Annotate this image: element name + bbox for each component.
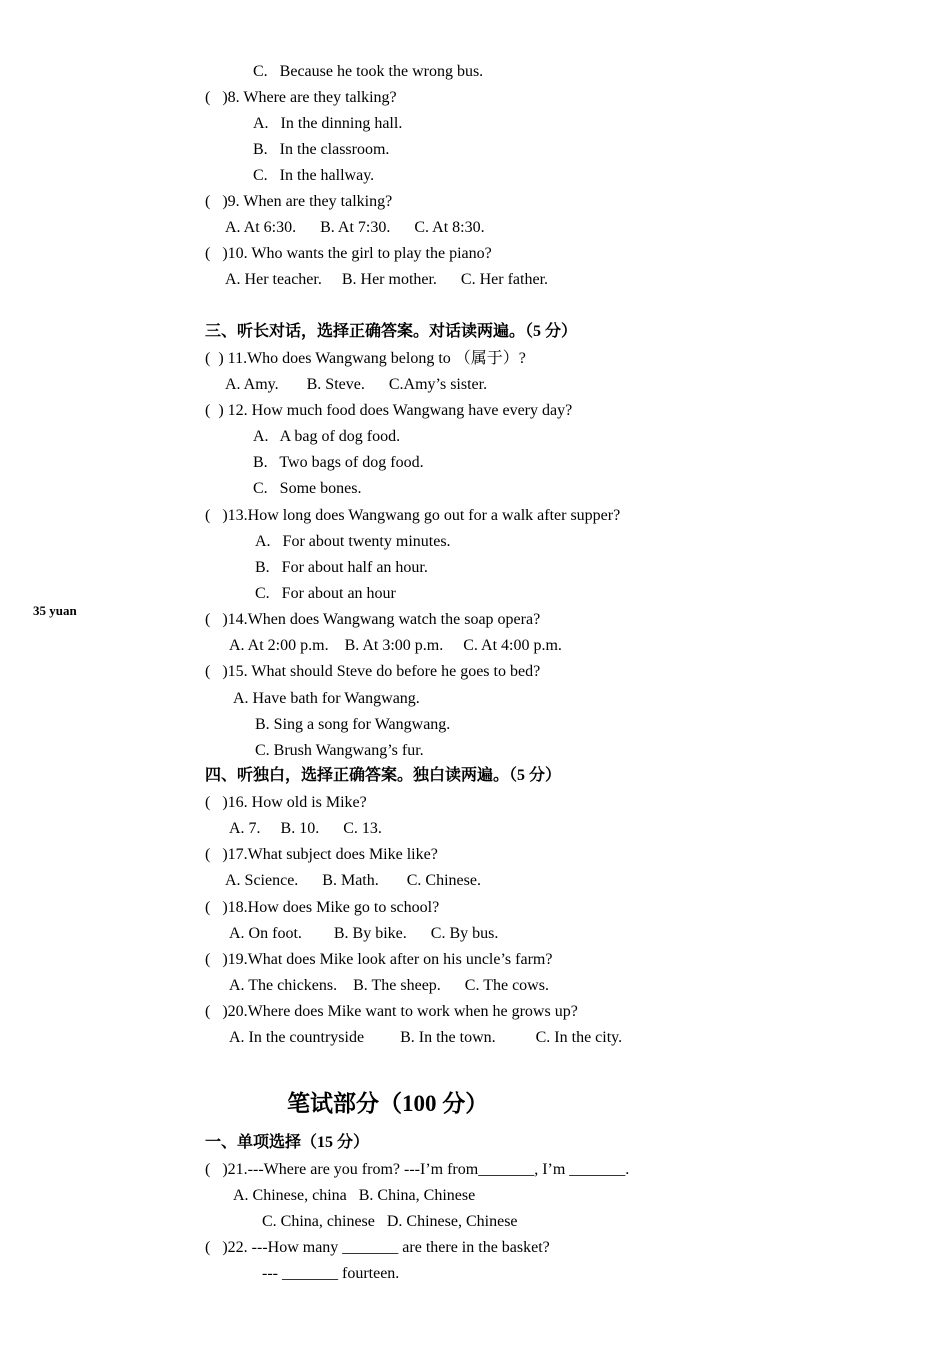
q15-option-a: A. Have bath for Wangwang. [233,690,420,707]
q16-question: ( )16. How old is Mike? [205,794,367,811]
section-4-heading: 四、听独白，选择正确答案。独白读两遍。（5 分） [205,767,562,784]
q9-question: ( )9. When are they talking? [205,193,393,210]
q18-options: A. On foot. B. By bike. C. By bus. [229,925,499,942]
q20-options: A. In the countryside B. In the town. C. In the city. [229,1029,623,1046]
q21-options-cd: C. China, chinese D. Chinese, Chinese [262,1213,518,1230]
q22-answer-line: --- _______ fourteen. [262,1265,400,1282]
q7-option-c: C. Because he took the wrong bus. [253,63,484,80]
q22-question: ( )22. ---How many _______ are there in the basket? [205,1239,550,1256]
section-3-heading: 三、听长对话，选择正确答案。对话读两遍。（5 分） [205,323,578,340]
q12-option-c: C. Some bones. [253,480,362,497]
q10-options: A. Her teacher. B. Her mother. C. Her father. [225,271,549,288]
q13-option-a: A. For about twenty minutes. [255,533,451,550]
q15-option-c: C. Brush Wangwang’s fur. [255,742,424,759]
q12-question: ( ) 12. How much food does Wangwang have every day? [205,402,573,419]
q8-question: ( )8. Where are they talking? [205,89,397,106]
q20-question: ( )20.Where does Mike want to work when he grows up? [205,1003,578,1020]
q8-option-b: B. In the classroom. [253,141,390,158]
q17-options: A. Science. B. Math. C. Chinese. [225,872,481,889]
q15-question: ( )15. What should Steve do before he goes to bed? [205,663,541,680]
q12-option-b: B. Two bags of dog food. [253,454,424,471]
margin-note: 35 yuan [33,603,77,618]
q14-options: A. At 2:00 p.m. B. At 3:00 p.m. C. At 4:00 p.m. [229,637,562,654]
q18-question: ( )18.How does Mike go to school? [205,899,440,916]
q16-options: A. 7. B. 10. C. 13. [229,820,382,837]
q11-question: ( ) 11.Who does Wangwang belong to （属于）? [205,350,526,367]
q21-options-ab: A. Chinese, china B. China, Chinese [233,1187,476,1204]
q21-question: ( )21.---Where are you from? ---I’m from_______, I’m _______. [205,1161,630,1178]
q8-option-a: A. In the dinning hall. [253,115,403,132]
q8-option-c: C. In the hallway. [253,167,375,184]
q14-question: ( )14.When does Wangwang watch the soap opera? [205,611,541,628]
q13-question: ( )13.How long does Wangwang go out for a walk after supper? [205,507,621,524]
q12-option-a: A. A bag of dog food. [253,428,401,445]
q15-option-b: B. Sing a song for Wangwang. [255,716,451,733]
q19-question: ( )19.What does Mike look after on his uncle’s farm? [205,951,553,968]
q13-option-b: B. For about half an hour. [255,559,428,576]
q17-question: ( )17.What subject does Mike like? [205,846,438,863]
q10-question: ( )10. Who wants the girl to play the piano? [205,245,492,262]
written-section-1-heading: 一、单项选择（15 分） [205,1134,370,1151]
q11-options: A. Amy. B. Steve. C.Amy’s sister. [225,376,488,393]
q19-options: A. The chickens. B. The sheep. C. The cows. [229,977,549,994]
written-part-title: 笔试部分（100 分） [287,1091,489,1116]
q9-options: A. At 6:30. B. At 7:30. C. At 8:30. [225,219,485,236]
q13-option-c: C. For about an hour [255,585,396,602]
